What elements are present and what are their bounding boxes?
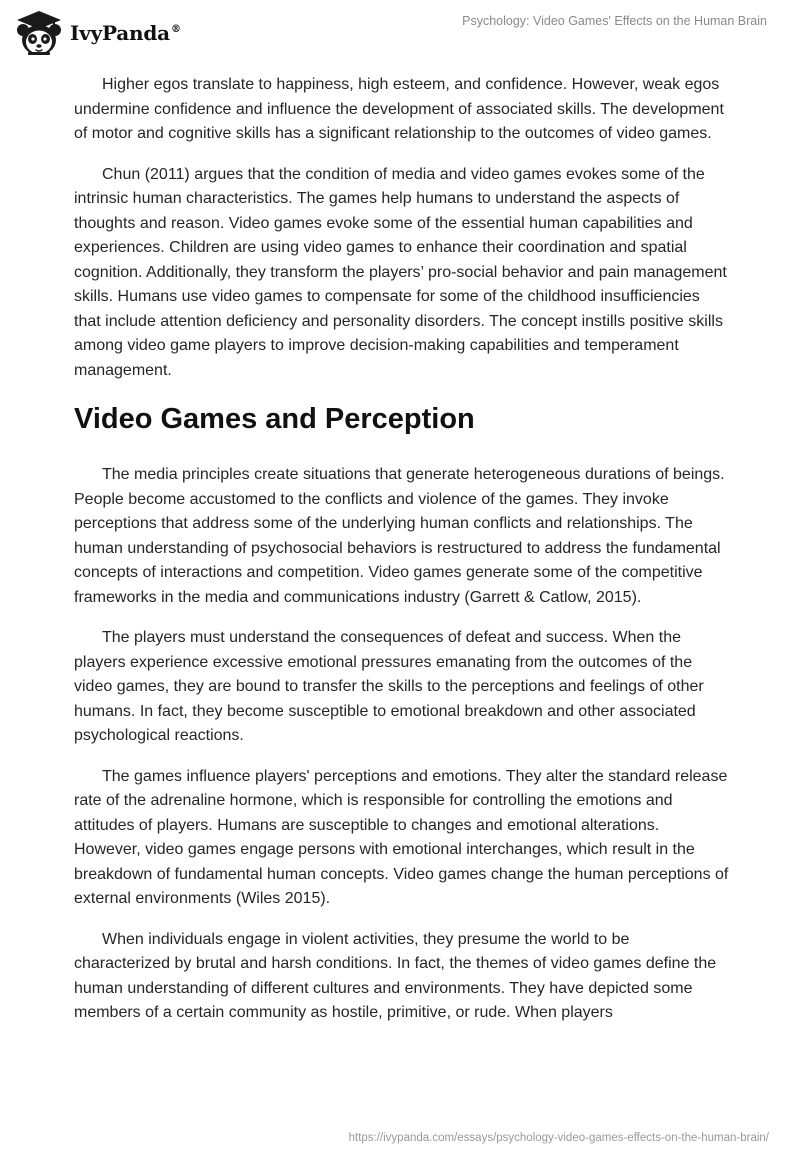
paragraph: When individuals engage in violent activities, they presume the world to be characterized by brutal and harsh conditions. In fact, the themes of video games define the human understanding of different cultures and environments. They have depicted some members of a certain community as hostile, primitive, or rude. When players: [74, 930, 717, 1021]
source-url[interactable]: https://ivypanda.com/essays/psychology-video-games-effects-on-the-human-brain/: [348, 1132, 769, 1144]
brand-logo[interactable]: [14, 9, 181, 57]
paragraph: Higher egos translate to happiness, high esteem, and confidence. However, weak egos undermine confidence and influence the development of associated skills. The development of motor and cognitive skills has a significant relationship to the outcomes of video games.: [74, 76, 724, 142]
paragraph: The games influence players' perceptions and emotions. They alter the standard release rate of the adrenaline hormone, which is responsible for controlling the emotions and attitudes of players. Humans are susceptible to changes and emotional alterations. However, video games engage persons with emotional interchanges, which result in the breakdown of fundamental human concepts. Video games change the human perceptions of external environments (Wiles 2015).: [74, 767, 729, 907]
document-title: Psychology: Video Games' Effects on the Human Brain: [462, 14, 767, 28]
paragraph: Chun (2011) argues that the condition of media and video games evokes some of the intrinsic human characteristics. The games help humans to understand the aspects of thoughts and reason. Video games evoke some of the essential human capabilities and experiences. Children are using video games to enhance their coordination and spatial cognition. Additionally, they transform the players’ pro-social behavior and pain management skills. Humans use video games to compensate for some of the childhood insufficiencies that include attention deficiency and personality disorders. The concept instills positive skills among video game players to improve decision-making capabilities and temperament management.: [74, 165, 727, 379]
paragraph: The media principles create situations that generate heterogeneous durations of beings. People become accustomed to the conflicts and violence of the games. They invoke perceptions that address some of the underlying human conflicts and relationships. The human understanding of psychosocial behaviors is restructured to address the fundamental concepts of interactions and competition. Video games generate some of the competitive frameworks in the media and communications industry (Garrett & Catlow, 2015).: [74, 466, 725, 606]
page-header: [0, 0, 800, 62]
essay-body: [74, 73, 729, 1042]
brand-name: IvyPanda®: [70, 21, 181, 45]
panda-graduate-logo-icon: [14, 9, 64, 57]
section-heading: Video Games and Perception: [74, 403, 475, 435]
paragraph: The players must understand the consequences of defeat and success. When the players experience excessive emotional pressures emanating from the outcomes of the video games, they are bound to transfer the skills to the perceptions and feelings of other humans. In fact, they become susceptible to emotional breakdown and other associated psychological reactions.: [74, 629, 704, 744]
